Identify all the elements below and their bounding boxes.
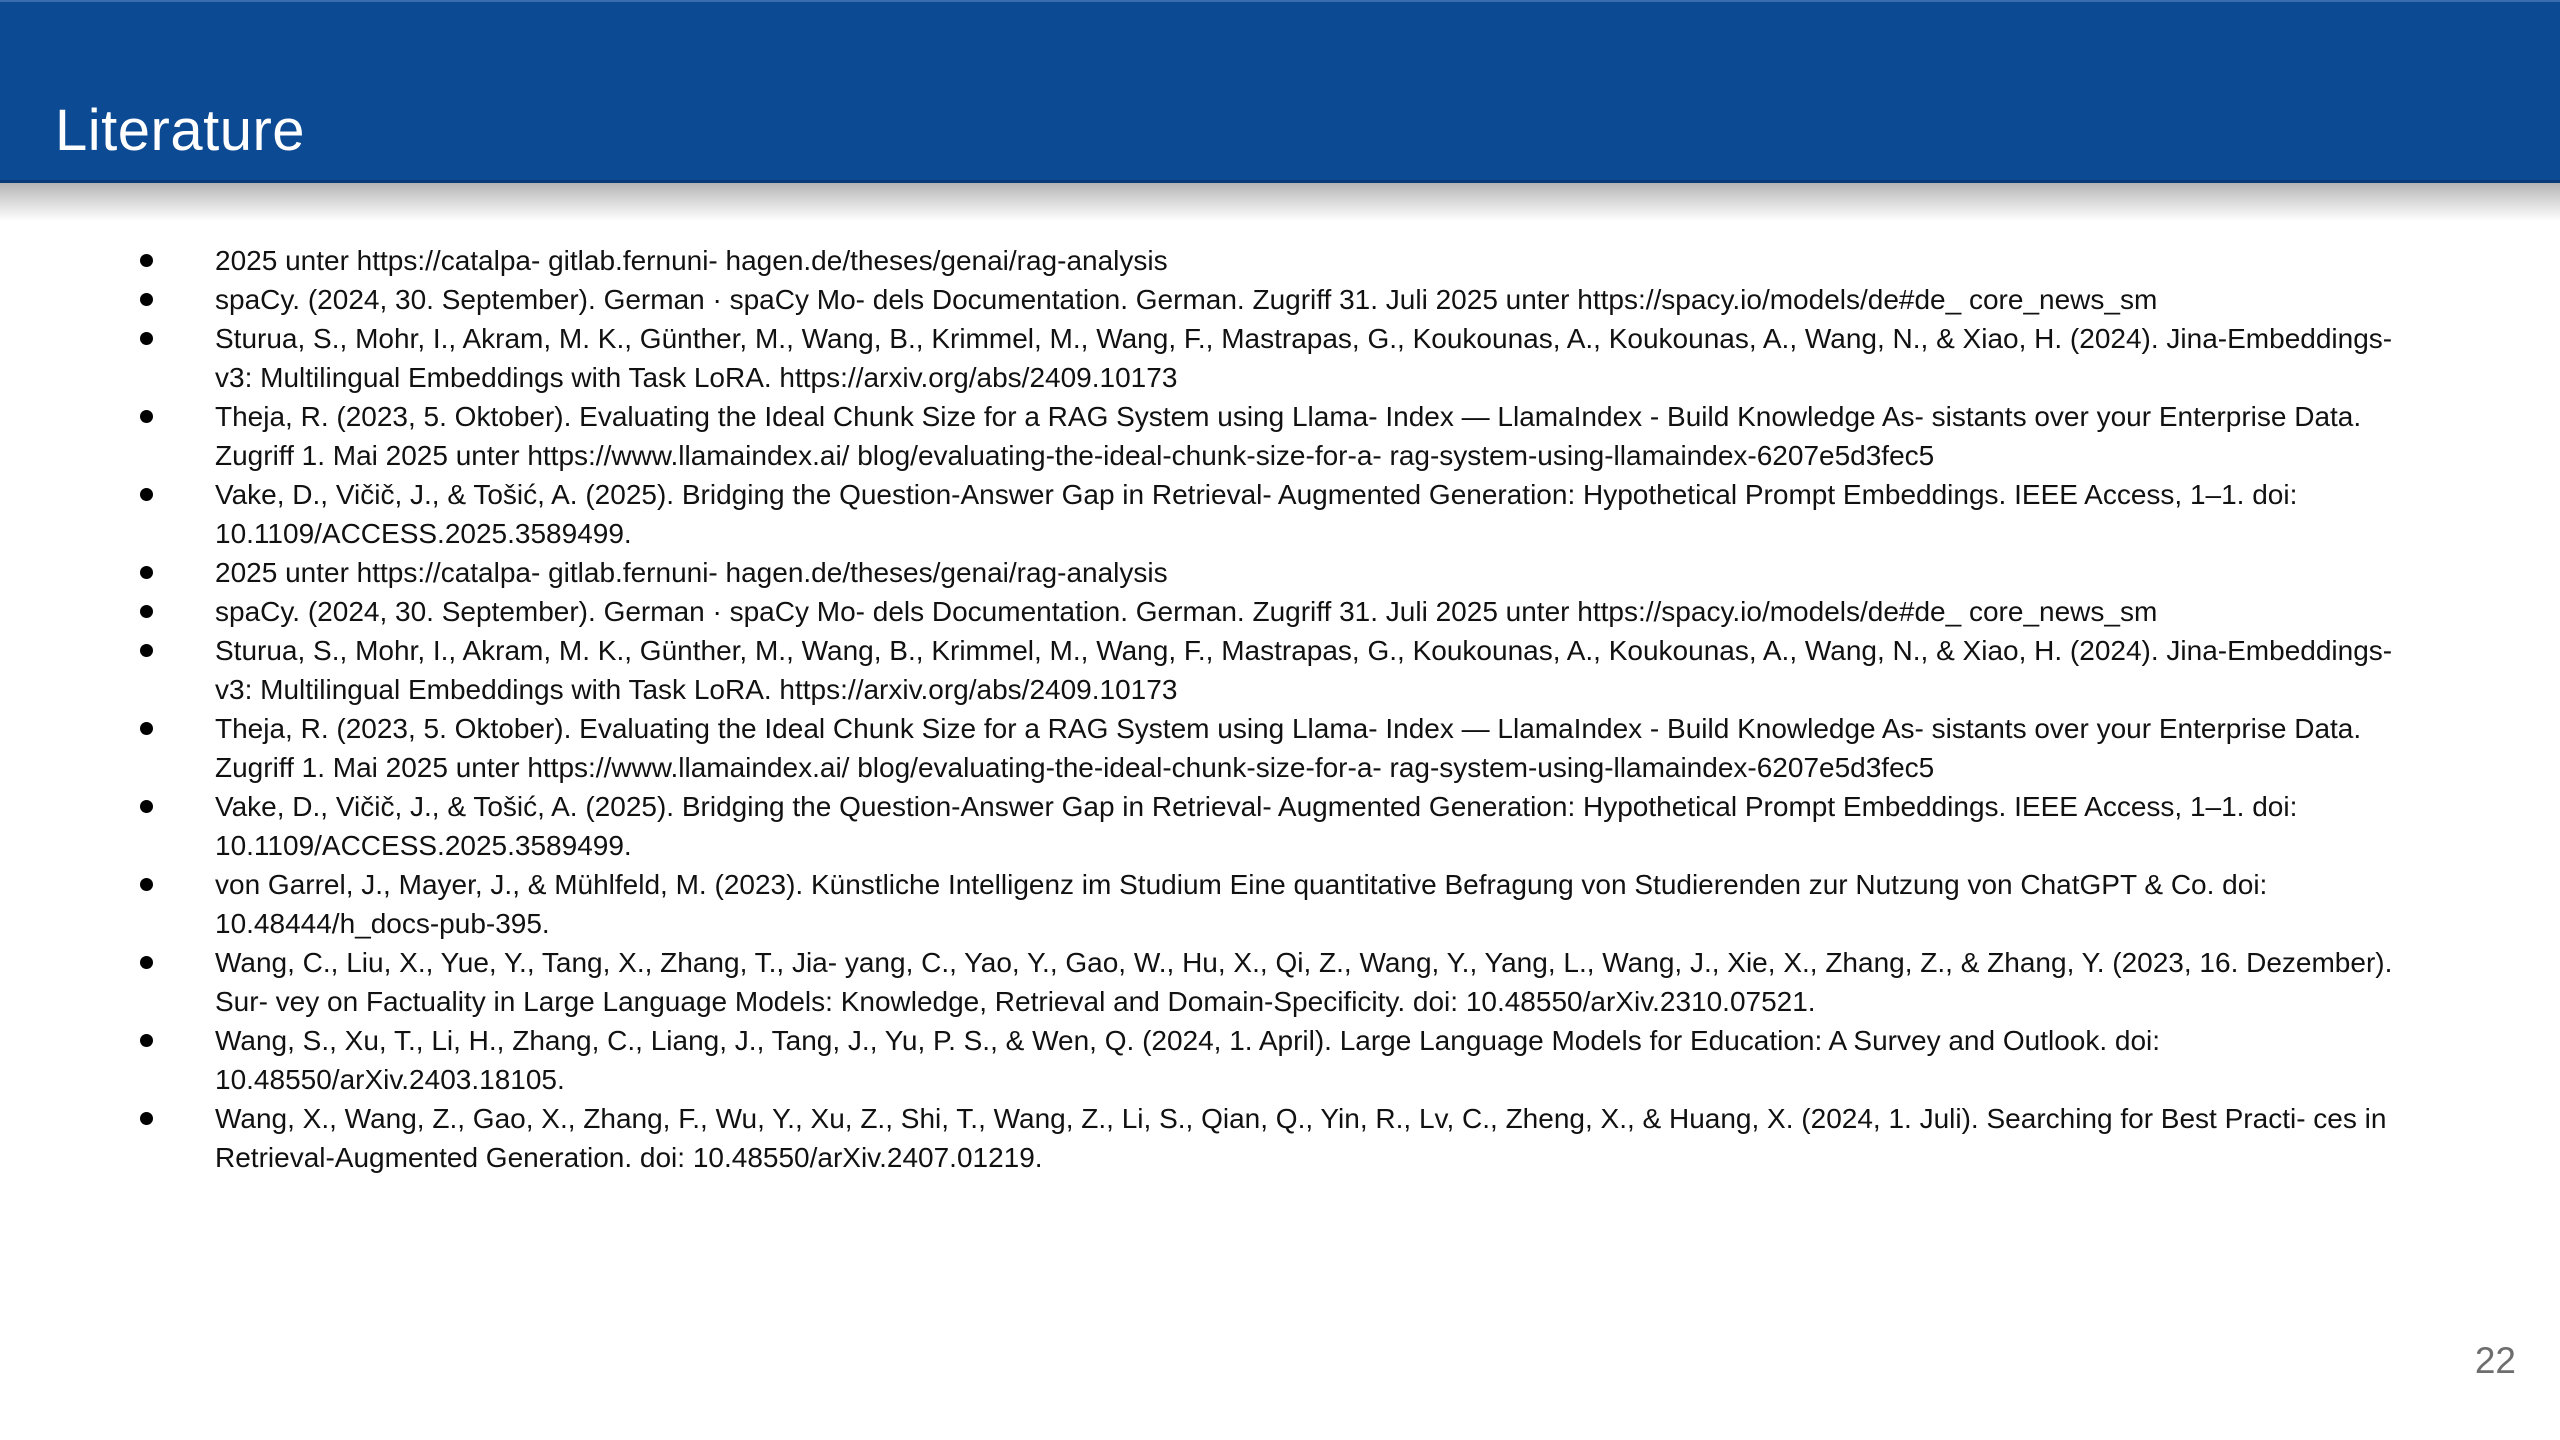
bullet-icon	[140, 1112, 153, 1125]
bullet-icon	[140, 566, 153, 579]
reference-text: Wang, X., Wang, Z., Gao, X., Zhang, F., Wu, Y., Xu, Z., Shi, T., Wang, Z., Li, S., Qian, Q., Yin, R., Lv, C., Zheng, X., & Huang, X. (2024, 1. Juli). Searching for Best Practi- ces in Retrieval-Augmented Generation. doi: 10.48550/arXiv.2407.01219.	[215, 1103, 2387, 1173]
reference-item	[138, 475, 2420, 553]
slide-header-bar	[0, 0, 2560, 183]
bullet-icon	[140, 800, 153, 813]
reference-text: Theja, R. (2023, 5. Oktober). Evaluating the Ideal Chunk Size for a RAG System using Llama- Index — LlamaIndex - Build Knowledge As- sistants over your Enterprise Data. Zugriff 1. Mai 2025 unter https://www.llamaindex.ai/ blog/evaluating-the-ideal-chunk-size-for-a- rag-system-using-llamaindex-6207e5d3fec5	[215, 401, 2362, 471]
bullet-icon	[140, 644, 153, 657]
reference-text: von Garrel, J., Mayer, J., & Mühlfeld, M. (2023). Künstliche Intelligenz im Studium Eine quantitative Befragung von Studierenden zur Nutzung von ChatGPT & Co. doi: 10.48444/h_docs-pub-395.	[215, 869, 2268, 939]
reference-text: Theja, R. (2023, 5. Oktober). Evaluating the Ideal Chunk Size for a RAG System using Llama- Index — LlamaIndex - Build Knowledge As- sistants over your Enterprise Data. Zugriff 1. Mai 2025 unter https://www.llamaindex.ai/ blog/evaluating-the-ideal-chunk-size-for-a- rag-system-using-llamaindex-6207e5d3fec5	[215, 713, 2362, 783]
reference-item	[138, 241, 2420, 280]
bullet-icon	[140, 605, 153, 618]
bullet-icon	[140, 332, 153, 345]
reference-text: Sturua, S., Mohr, I., Akram, M. K., Günther, M., Wang, B., Krimmel, M., Wang, F., Mastrapas, G., Koukounas, A., Koukounas, A., Wang, N., & Xiao, H. (2024). Jina-Embeddings-v3: Multilingual Embeddings with Task LoRA. https://arxiv.org/abs/2409.10173	[215, 323, 2393, 393]
reference-item	[138, 709, 2420, 787]
reference-text: Sturua, S., Mohr, I., Akram, M. K., Günther, M., Wang, B., Krimmel, M., Wang, F., Mastrapas, G., Koukounas, A., Koukounas, A., Wang, N., & Xiao, H. (2024). Jina-Embeddings-v3: Multilingual Embeddings with Task LoRA. https://arxiv.org/abs/2409.10173	[215, 635, 2393, 705]
reference-item	[138, 631, 2420, 709]
reference-text: 2025 unter https://catalpa- gitlab.fernuni- hagen.de/theses/genai/rag-analysis	[215, 557, 1168, 588]
reference-text: 2025 unter https://catalpa- gitlab.fernuni- hagen.de/theses/genai/rag-analysis	[215, 245, 1168, 276]
bullet-icon	[140, 722, 153, 735]
reference-item	[138, 280, 2420, 319]
reference-text: Wang, S., Xu, T., Li, H., Zhang, C., Liang, J., Tang, J., Yu, P. S., & Wen, Q. (2024, 1. April). Large Language Models for Education: A Survey and Outlook. doi: 10.48550/arXiv.2403.18105.	[215, 1025, 2161, 1095]
reference-item	[138, 592, 2420, 631]
bullet-icon	[140, 1034, 153, 1047]
reference-item	[138, 553, 2420, 592]
bullet-icon	[140, 254, 153, 267]
reference-list	[138, 241, 2420, 1177]
slide-title: Literature	[55, 97, 306, 163]
reference-item	[138, 943, 2420, 1021]
reference-item	[138, 1021, 2420, 1099]
reference-text: Vake, D., Vičič, J., & Tošić, A. (2025). Bridging the Question-Answer Gap in Retrieval- Augmented Generation: Hypothetical Prompt Embeddings. IEEE Access, 1–1. doi: 10.1109/ACCESS.2025.3589499.	[215, 479, 2298, 549]
bullet-icon	[140, 878, 153, 891]
bullet-icon	[140, 410, 153, 423]
reference-text: Vake, D., Vičič, J., & Tošić, A. (2025). Bridging the Question-Answer Gap in Retrieval- Augmented Generation: Hypothetical Prompt Embeddings. IEEE Access, 1–1. doi: 10.1109/ACCESS.2025.3589499.	[215, 791, 2298, 861]
reference-item	[138, 397, 2420, 475]
header-drop-shadow	[0, 183, 2560, 221]
bullet-icon	[140, 956, 153, 969]
bullet-icon	[140, 488, 153, 501]
reference-item	[138, 1099, 2420, 1177]
page-number: 22	[2474, 1340, 2516, 1381]
reference-item	[138, 865, 2420, 943]
reference-item	[138, 319, 2420, 397]
reference-text: spaCy. (2024, 30. September). German · spaCy Mo- dels Documentation. German. Zugriff 31. Juli 2025 unter https://spacy.io/models/de#de_ core_news_sm	[215, 596, 2158, 627]
reference-text: Wang, C., Liu, X., Yue, Y., Tang, X., Zhang, T., Jia- yang, C., Yao, Y., Gao, W., Hu, X., Qi, Z., Wang, Y., Yang, L., Wang, J., Xie, X., Zhang, Z., & Zhang, Y. (2023, 16. Dezember). Sur- vey on Factuality in Large Language Models: Knowledge, Retrieval and Domain-Specificity. doi: 10.48550/arXiv.2310.07521.	[215, 947, 2393, 1017]
reference-text: spaCy. (2024, 30. September). German · spaCy Mo- dels Documentation. German. Zugriff 31. Juli 2025 unter https://spacy.io/models/de#de_ core_news_sm	[215, 284, 2158, 315]
bullet-icon	[140, 293, 153, 306]
reference-item	[138, 787, 2420, 865]
